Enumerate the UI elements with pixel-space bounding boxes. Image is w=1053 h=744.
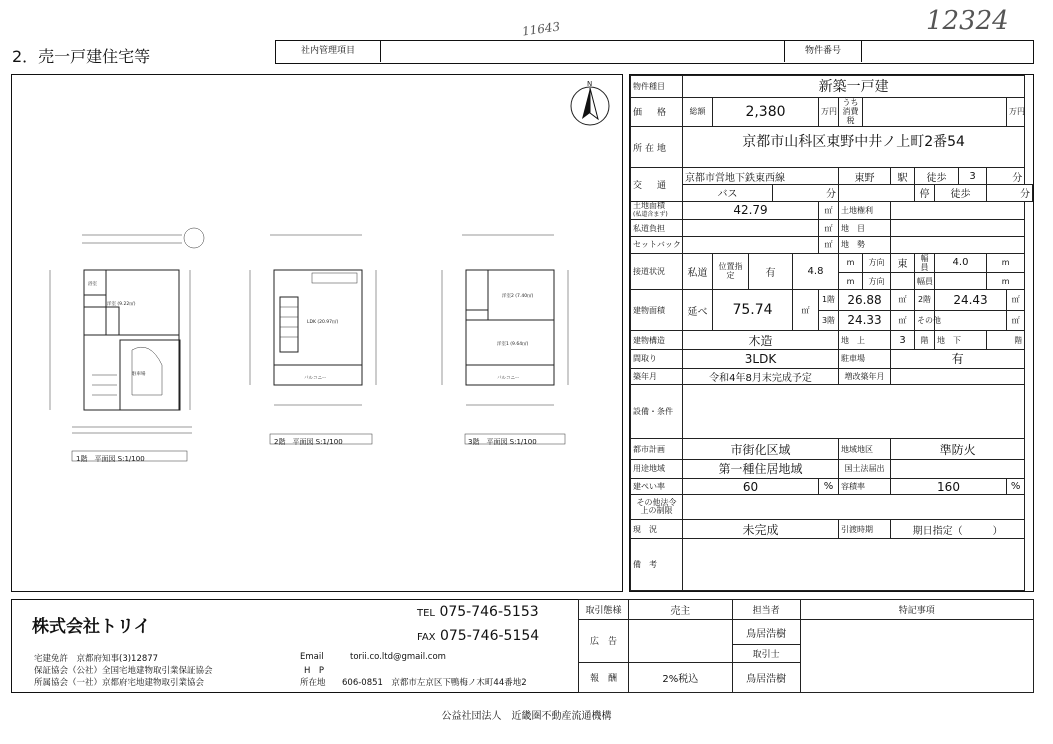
city-plan-value: 市街化区域 (683, 439, 839, 460)
below-ground-unit: 階 (987, 331, 1025, 350)
spec-table (629, 74, 1034, 592)
internal-mgmt-label: 社内管理項目 (276, 41, 381, 62)
agent-value: 鳥居浩樹 (732, 662, 800, 692)
north-label: N (587, 80, 593, 88)
station-suffix: 駅 (891, 168, 915, 185)
deal-form-label: 取引態様 (579, 600, 629, 620)
built-label: 築年月 (631, 368, 683, 385)
status-value: 未完成 (683, 520, 839, 539)
extension-label: 増改築年月 (839, 368, 891, 385)
trade-association: 所属協会（一社）京都府宅地建物取引業協会 (34, 678, 205, 688)
transport-line: 京都市営地下鉄東西線 (683, 168, 839, 185)
floor1-caption: 1階 平面図 S:1/100 (76, 455, 145, 463)
direction-label: 方向 (863, 253, 891, 273)
price-value: 2,380 (713, 97, 819, 126)
floor2-unit: ㎡ (1007, 289, 1025, 310)
road-position-value: 有 (749, 253, 793, 289)
parking-value: 有 (891, 350, 1025, 369)
parking-label: 駐車場 (839, 350, 891, 369)
floor2-value: 24.43 (935, 289, 1007, 310)
above-ground-value: 3 (891, 331, 915, 350)
price-total-label: 総額 (683, 97, 713, 126)
restriction-label: その他法令上の制限 (631, 495, 683, 520)
address-value: 606-0851 京都市左京区下鴨梅ノ木町44番地2 (342, 678, 527, 688)
road-width-unit: m (839, 253, 863, 273)
transport-label: 交 通 (631, 168, 683, 201)
fax-line: FAX 075-746-5154 (417, 628, 540, 644)
bottom-organization: 公益社団法人 近畿圏不動産流通機構 (441, 711, 612, 722)
bus-min-unit: 分 (773, 185, 839, 202)
structure-value: 木造 (683, 331, 839, 350)
floor1-value: 26.88 (839, 289, 891, 310)
road-width-unit-2: m (839, 273, 863, 290)
road-label: 接道状況 (631, 253, 683, 289)
price-label: 価 格 (631, 97, 683, 126)
building-area-value: 75.74 (713, 289, 793, 331)
internal-mgmt-box (275, 40, 1034, 64)
above-ground-label: 地 上 (839, 331, 891, 350)
coverage-value: 60 (683, 478, 819, 495)
special-label: 特記事項 (800, 600, 1033, 620)
svg-text:駐車場: 駐車場 (132, 372, 146, 377)
floor1-unit: ㎡ (891, 289, 915, 310)
status-label: 現 況 (631, 520, 683, 539)
chimoku-label: 地 目 (839, 220, 891, 237)
direction-label-2: 方向 (863, 273, 891, 290)
remarks-label: 備 考 (631, 539, 683, 591)
setback-label: セットバック (631, 236, 683, 253)
floor3-caption: 3階 平面図 S:1/100 (468, 438, 537, 446)
svg-text:浴室: 浴室 (88, 282, 97, 287)
layout-value: 3LDK (683, 350, 839, 369)
fee-value: 2%税込 (628, 662, 732, 692)
frontage-value: 4.0 (935, 253, 987, 273)
agent-label: 取引士 (732, 645, 800, 663)
building-area-prefix: 延べ (683, 289, 713, 331)
frontage-label-2: 幅員 (915, 273, 935, 290)
handwritten-number: 12324 (926, 6, 1009, 36)
road-position-label: 位置指定 (713, 253, 749, 289)
email-value[interactable]: torii.co.ltd@gmail.com (350, 652, 446, 662)
road-value: 私道 (683, 253, 713, 289)
north-arrow-icon (571, 80, 609, 125)
zoning-value: 第一種住居地域 (683, 460, 839, 479)
type-value: 新築一戸建 (683, 76, 1025, 98)
built-value: 令和4年8月末完成予定 (683, 368, 839, 385)
road-width: 4.8 (793, 253, 839, 289)
footer-panel (11, 599, 1034, 693)
bus-label: バス (683, 185, 773, 202)
fax-number: 075-746-5154 (439, 628, 540, 644)
frontage-unit: m (987, 253, 1025, 273)
type-label: 物件種目 (631, 76, 683, 98)
floor2-plan (250, 235, 376, 405)
manager-label: 担当者 (732, 600, 800, 620)
section-title: 2．売一戸建住宅等 (12, 47, 151, 66)
license: 宅建免許 京都府知事(3)12877 (34, 654, 159, 664)
email-label: Email (300, 652, 324, 662)
building-area-unit: ㎡ (793, 289, 819, 331)
property-number-label: 物件番号 (784, 41, 862, 62)
coverage-unit: % (819, 478, 839, 495)
above-ground-unit: 階 (915, 331, 935, 350)
tax-label: うち消費税 (839, 97, 863, 126)
private-road-unit: ㎡ (819, 220, 839, 237)
floor-other-unit: ㎡ (1007, 310, 1025, 331)
structure-label: 建物構造 (631, 331, 683, 350)
hp-label: H P (304, 666, 325, 676)
svg-text:洋室 (9.22㎡): 洋室 (9.22㎡) (107, 302, 136, 307)
svg-text:洋室1 (9.64㎡): 洋室1 (9.64㎡) (497, 342, 529, 347)
walk-minutes-unit: 分 (987, 168, 1025, 185)
floor3-value: 24.33 (839, 310, 891, 331)
price-unit: 万円 (819, 97, 839, 126)
land-area-value: 42.79 (683, 201, 819, 220)
deal-form-value: 売主 (628, 600, 732, 620)
fee-label: 報 酬 (579, 662, 629, 692)
land-area-unit: ㎡ (819, 201, 839, 220)
floor-other-label: その他 (915, 310, 935, 331)
svg-text:バルコニー: バルコニー (304, 376, 327, 381)
land-law-label: 国土法届出 (839, 460, 891, 479)
floor3-unit: ㎡ (891, 310, 915, 331)
building-area-label: 建物面積 (631, 289, 683, 331)
delivery-label: 引渡時期 (839, 520, 891, 539)
svg-text:LDK (20.97㎡): LDK (20.97㎡) (307, 320, 339, 325)
tel-line: TEL 075-746-5153 (417, 604, 539, 620)
layout-label: 間取り (631, 350, 683, 369)
manager-value: 鳥居浩樹 (732, 620, 800, 645)
ad-label: 広 告 (579, 620, 629, 663)
city-plan-label: 都市計画 (631, 439, 683, 460)
below-ground-label: 地 下 (935, 331, 987, 350)
floor3-plan (442, 235, 568, 405)
floor1-label: 1階 (819, 289, 839, 310)
frontage-label: 幅員 (915, 253, 935, 273)
district-label: 地域地区 (839, 439, 891, 460)
deal-table (578, 599, 1034, 693)
delivery-value: 期日指定（ ） (891, 520, 1025, 539)
floorplan-panel (11, 74, 623, 592)
floor2-label: 2階 (915, 289, 935, 310)
walk-label: 徒歩 (915, 168, 959, 185)
walk-minutes: 3 (959, 168, 987, 185)
land-rights-label: 土地権利 (839, 201, 891, 220)
frontage-unit-2: m (987, 273, 1025, 290)
coverage-label: 建ぺい率 (631, 478, 683, 495)
zoning-label: 用途地域 (631, 460, 683, 479)
floor2-caption: 2階 平面図 S:1/100 (274, 438, 343, 446)
company-name: 株式会社トリイ (32, 617, 151, 637)
floor1-plan (50, 228, 204, 433)
location-value: 京都市山科区東野中井ノ上町2番54 (683, 126, 1025, 168)
bus-walk-unit: 分 (987, 185, 1033, 202)
transport-station: 東野 (839, 168, 891, 185)
far-value: 160 (891, 478, 1007, 495)
handwritten-note: 11643 (521, 19, 561, 39)
bus-walk-label: 徒歩 (935, 185, 987, 202)
facilities-label: 設備・条件 (631, 385, 683, 439)
chisei-label: 地 勢 (839, 236, 891, 253)
setback-unit: ㎡ (819, 236, 839, 253)
district-value: 準防火 (891, 439, 1025, 460)
svg-text:洋室2 (7.40㎡): 洋室2 (7.40㎡) (502, 294, 534, 299)
bus-stop-label: 停 (915, 185, 935, 202)
tel-number: 075-746-5153 (439, 604, 539, 620)
land-area-label: 土地面積 (私道含まず) (631, 201, 683, 220)
svg-text:バルコニー: バルコニー (497, 376, 520, 381)
address-label: 所在地 (300, 678, 326, 688)
private-road-label: 私道負担 (631, 220, 683, 237)
guarantee-association: 保証協会（公社）全国宅地建物取引業保証協会 (34, 666, 213, 676)
floor3-label: 3階 (819, 310, 839, 331)
location-label: 所在地 (631, 126, 683, 168)
direction-value: 東 (891, 253, 915, 273)
tax-unit: 万円 (1007, 97, 1025, 126)
far-label: 容積率 (839, 478, 891, 495)
far-unit: % (1007, 478, 1025, 495)
